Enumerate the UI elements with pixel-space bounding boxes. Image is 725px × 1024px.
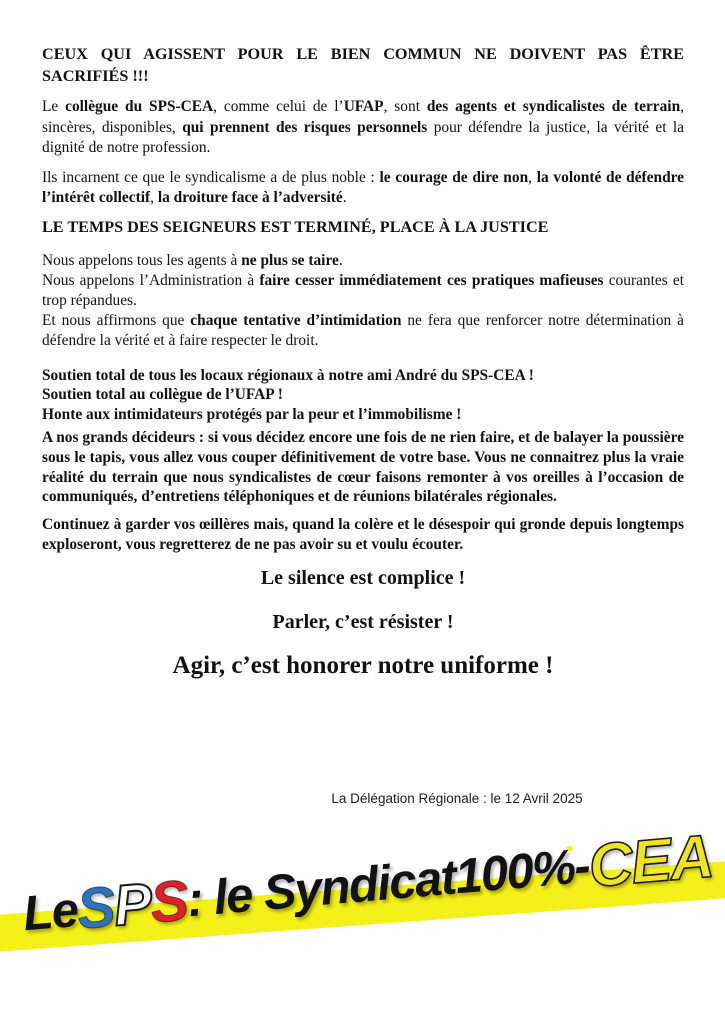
document-title xyxy=(42,44,684,87)
slogan-agir: Agir, c’est honorer notre uniforme ! xyxy=(172,652,554,680)
signature-line: La Délégation Régionale : le 12 Avril 2025 xyxy=(331,791,583,807)
section-heading: LE TEMPS DES SEIGNEURS EST TERMINÉ, PLACE À LA JUSTICE xyxy=(42,217,549,236)
intro-paragraph: Le collègue du SPS-CEA, comme celui de l’UFAP, sont des agents et syndicalistes de terrain, sincères, disponibles, qui prennent des risques personnels pour défendre la justice, la vérité et la dignité de notre profession. xyxy=(42,98,685,156)
slogan-parler: Parler, c’est résister ! xyxy=(272,611,454,634)
sps-logo-text: Le S P S : le Syndicat 100%- CEA xyxy=(20,821,716,942)
support-line-2: Soutien total au collègue de l’UFAP ! xyxy=(42,386,283,403)
title-line-1: CEUX QUI AGISSENT POUR LE BIEN COMMUN NE DOIVENT PAS ÊTRE xyxy=(42,45,684,63)
document-body xyxy=(42,44,684,810)
support-line-1: Soutien total de tous les locaux régionaux à notre ami André du SPS-CEA ! xyxy=(42,366,534,384)
title-line-2: SACRIFIÉS !!! xyxy=(42,66,149,85)
values-paragraph: Ils incarnent ce que le syndicalisme a de plus noble : le courage de dire non, la volonté de défendre l’intérêt collectif, la droiture face à l’adversité. xyxy=(42,168,685,206)
support-line-3: Honte aux intimidateurs protégés par la peur et l’immobilisme ! xyxy=(42,405,462,423)
warning-paragraph: Continuez à garder vos œillères mais, quand la colère et le désespoir qui gronde depuis longtemps exploseront, vous regretterez de ne pas avoir su et voulu écouter. xyxy=(42,516,684,554)
appeal-block xyxy=(42,251,684,351)
appeal-line-2: Nous appelons l’Administration à faire cesser immédiatement ces pratiques mafieuses courantes et trop répandues. xyxy=(42,271,684,309)
support-block xyxy=(42,366,684,425)
logo-banner xyxy=(0,820,725,1024)
slogan-silence: Le silence est complice ! xyxy=(260,567,466,590)
appeal-line-3: Et nous affirmons que chaque tentative d’intimidation ne fera que renforcer notre détermination à défendre la vérité et à faire respecter le droit. xyxy=(42,311,684,349)
appeal-line-1: Nous appelons tous les agents à ne plus se taire. xyxy=(42,251,343,269)
deciders-paragraph: A nos grands décideurs : si vous décidez encore une fois de ne rien faire, et de balayer la poussière sous le tapis, vous allez vous couper définitivement de votre base. Vous ne connaitrez plus la vraie réalité du terrain que nous syndicalistes de cœur faisons remonter à vos oreilles à l’occasion de communiqués, d’entretiens téléphoniques et de réunions bilatérales régionales. xyxy=(42,429,684,506)
